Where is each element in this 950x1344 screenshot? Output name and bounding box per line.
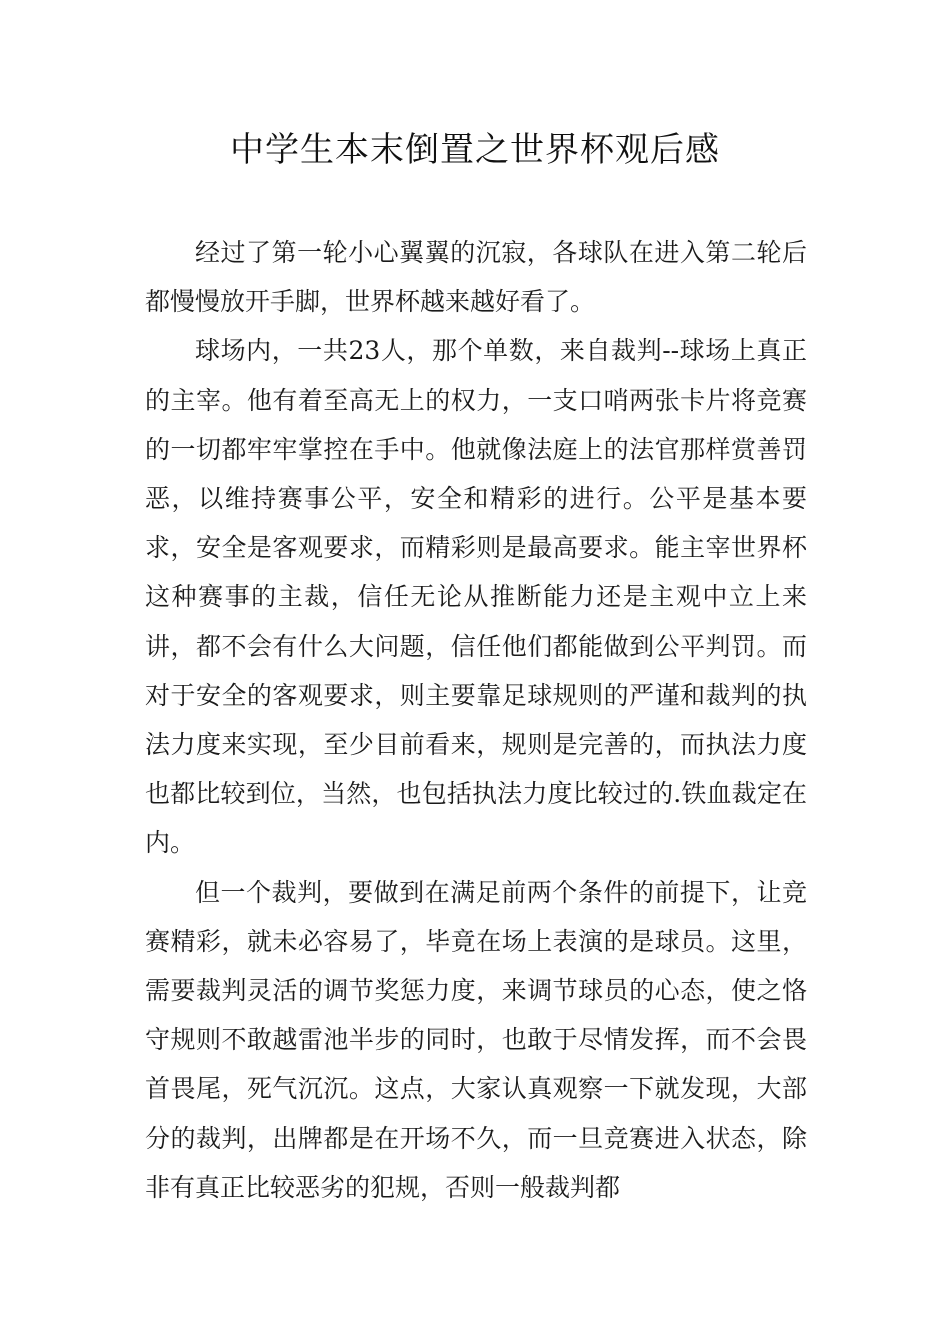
- paragraph: 球场内，一共23人，那个单数，来自裁判--球场上真正的主宰。他有着至高无上的权力，一支口哨两张卡片将竞赛的一切都牢牢掌控在手中。他就像法庭上的法官那样赏善罚恶，以维持赛事公平，安全和精彩的进行。公平是基本要求，安全是客观要求，而精彩则是最高要求。能主宰世界杯这种赛事的主裁，信任无论从推断能力还是主观中立上来讲，都不会有什么大问题，信任他们都能做到公平判罚。而对于安全的客观要求，则主要靠足球规则的严谨和裁判的执法力度来实现，至少目前看来，规则是完善的，而执法力度也都比较到位，当然，也包括执法力度比较过的.铁血裁定在内。: [145, 336, 807, 858]
- document-body: [145, 228, 807, 1212]
- paragraph: 经过了第一轮小心翼翼的沉寂，各球队在进入第二轮后都慢慢放开手脚，世界杯越来越好看了。: [145, 238, 807, 317]
- document-title: 中学生本末倒置之世界杯观后感: [230, 130, 720, 170]
- paragraph: 但一个裁判，要做到在满足前两个条件的前提下，让竞赛精彩，就未必容易了，毕竟在场上表演的是球员。这里，需要裁判灵活的调节奖惩力度，来调节球员的心态，使之恪守规则不敢越雷池半步的同时，也敢于尽情发挥，而不会畏首畏尾，死气沉沉。这点，大家认真观察一下就发现，大部分的裁判，出牌都是在开场不久，而一旦竞赛进入状态，除非有真正比较恶劣的犯规，否则一般裁判都: [145, 877, 807, 1202]
